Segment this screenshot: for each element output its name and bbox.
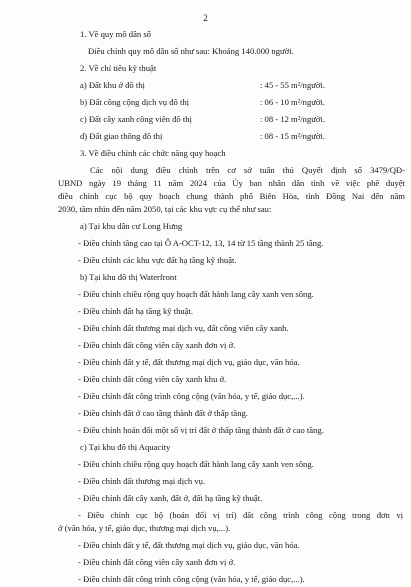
indicator-value: : 08 - 15 m²/người. <box>260 131 326 141</box>
list-item: - Điều chỉnh tầng cao tại Ô A-OCT-12, 13, 14 từ 15 tầng thành 25 tầng. <box>78 238 324 248</box>
list-item: - Điều chỉnh đất thương mại dịch vụ. <box>78 476 206 486</box>
list-item: - Điều chỉnh đất y tế, đất thương mại dịch vụ, giáo dục, văn hóa. <box>78 540 300 550</box>
list-item: - Điều chỉnh đất thương mại dịch vụ, đất công viên cây xanh. <box>78 323 289 333</box>
list-item-continued: ở (văn hóa, y tế, giáo dục, thương mại dịch vụ,...). <box>58 523 231 533</box>
intro-line-2: UBND ngày 19 tháng 11 năm 2024 của Ủy ban nhân dân tỉnh về việc phê duyệt <box>58 178 405 188</box>
list-item: - Điều chỉnh đất công trình công cộng (văn hóa, y tế, giáo dục,...). <box>78 574 305 584</box>
area-c-title: c) Tại khu đô thị Aquacity <box>80 442 171 452</box>
list-item: - Điều chỉnh chiều rộng quy hoạch đất hành lang cây xanh ven sông. <box>78 289 314 299</box>
list-item: - Điều chỉnh hoán đổi một số vị trí đất ở thấp tầng thành đất ở cao tầng. <box>78 425 324 435</box>
section-3-title: 3. Về điều chỉnh các chức năng quy hoạch <box>80 148 226 158</box>
indicator-a <box>80 80 380 91</box>
intro-line-3: điều chỉnh cục bộ quy hoạch chung thành phố Biên Hòa, tỉnh Đồng Nai đến năm <box>58 191 405 201</box>
intro-line-1: Các nội dung điều chỉnh trên cơ sở tuân thủ Quyết định số 3479/QĐ- <box>90 165 405 175</box>
list-item: - Điều chỉnh đất công viên cây xanh đơn vị ở. <box>78 557 236 567</box>
list-item: - Điều chỉnh đất ở cao tầng thành đất ở thấp tầng. <box>78 408 248 418</box>
list-item: - Điều chỉnh đất công trình công cộng (văn hóa, y tế, giáo dục,...). <box>78 391 305 401</box>
list-item: - Điều chỉnh đất cây xanh, đất ở, đất hạ tầng kỹ thuật. <box>78 493 263 503</box>
indicator-label: a) Đất khu ở đô thị <box>80 80 145 90</box>
indicator-b <box>80 97 380 108</box>
indicator-label: d) Đất giao thông đô thị <box>80 131 163 141</box>
section-2-title: 2. Về chỉ tiêu kỹ thuật <box>80 63 157 73</box>
area-b-title: b) Tại khu đô thị Waterfront <box>80 272 177 282</box>
page-number: 2 <box>203 13 208 23</box>
list-item: - Điều chỉnh đất công viên cây xanh đơn vị ở. <box>78 340 236 350</box>
list-item: - Điều chỉnh đất hạ tầng kỹ thuật. <box>78 306 194 316</box>
list-item: - Điều chỉnh chiều rộng quy hoạch đất hành lang cây xanh ven sông. <box>78 459 314 469</box>
list-item: - Điều chỉnh đất công viên cây xanh khu ở. <box>78 374 227 384</box>
list-item: - Điều chỉnh cục bộ (hoán đổi vị trí) đất công trình công cộng trong đơn vị <box>78 510 403 520</box>
indicator-label: c) Đất cây xanh công viên đô thị <box>80 114 192 124</box>
intro-line-4: 2030, tầm nhìn đến năm 2050, tại các khu vực cụ thể như sau: <box>58 204 272 214</box>
indicator-d <box>80 131 380 142</box>
indicator-value: : 45 - 55 m²/người. <box>260 80 326 90</box>
indicator-value: : 06 - 10 m²/người. <box>260 97 326 107</box>
indicator-label: b) Đất công cộng dịch vụ đô thị <box>80 97 190 107</box>
indicator-c <box>80 114 380 125</box>
area-a-title: a) Tại khu dân cư Long Hưng <box>80 221 183 231</box>
indicator-value: : 08 - 12 m²/người. <box>260 114 326 124</box>
section-1-title: 1. Về quy mô dân số <box>80 29 151 39</box>
list-item: - Điều chỉnh các khu vực đất hạ tầng kỹ thuật. <box>78 255 237 265</box>
section-1-text: Điều chỉnh quy mô dân số như sau: Khoảng 140.000 người. <box>88 46 294 56</box>
list-item: - Điều chỉnh đất y tế, đất thương mại dịch vụ, giáo dục, văn hóa. <box>78 357 300 367</box>
